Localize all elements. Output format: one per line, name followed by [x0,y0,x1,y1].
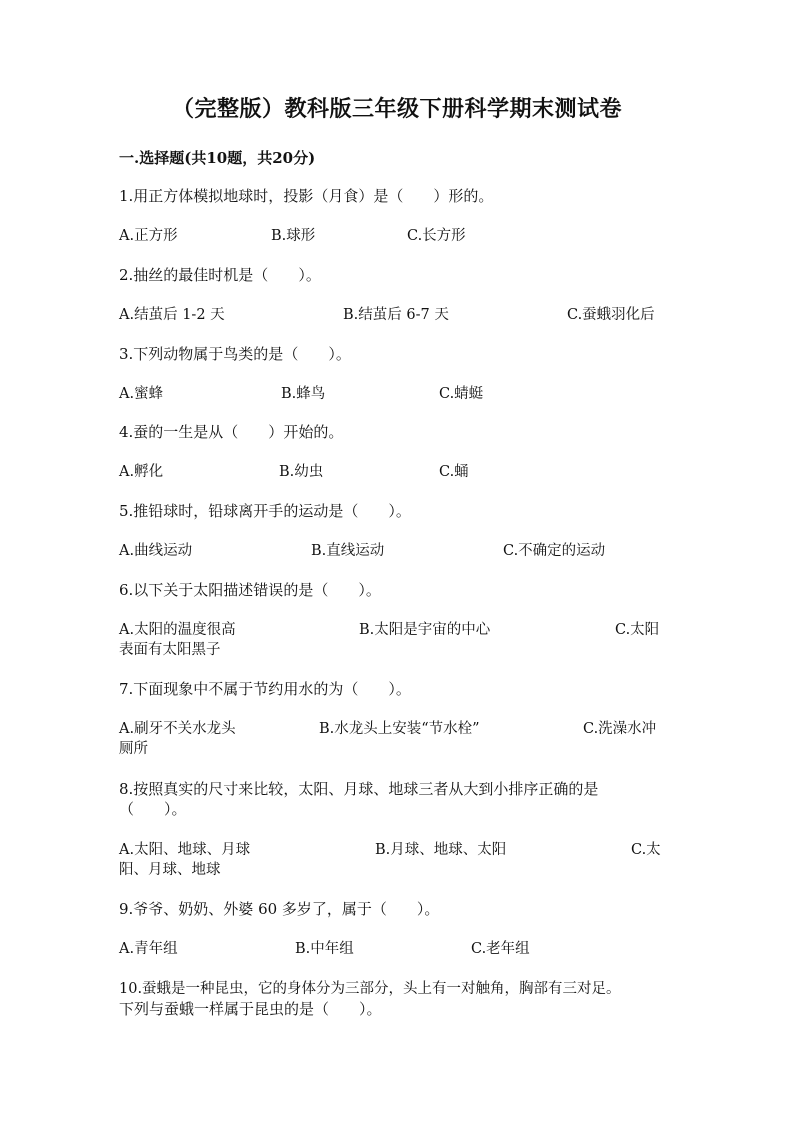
question-1-option-a: A.正方形 [119,228,178,244]
question-9-option-b: B.中年组 [295,941,354,957]
question-9-stem: 9.爷爷、奶奶、外婆 60 多岁了，属于（ ）。 [119,900,440,918]
question-5-options [119,541,664,561]
question-6-option-c: C.太阳 [615,622,660,638]
question-1-option-b: B.球形 [271,228,316,244]
question-3-options [119,384,664,404]
question-7-stem: 7.下面现象中不属于节约用水的为（ ）。 [119,680,411,698]
question-4-option-c: C.蛹 [439,464,469,480]
question-7-option-c: C.洗澡水冲 [583,721,657,737]
page-title: （完整版）教科版三年级下册科学期末测试卷 [171,96,622,122]
question-6-option-b: B.太阳是宇宙的中心 [359,622,491,638]
question-8-option-c-continued: 阳、月球、地球 [119,862,221,878]
question-8-stem: 8.按照真实的尺寸来比较，太阳、月球、地球三者从大到小排序正确的是 [119,780,599,798]
question-1-stem: 1.用正方体模拟地球时，投影（月食）是（ ）形的。 [119,187,494,205]
question-4-options [119,462,664,482]
question-3-option-a: A.蜜蜂 [119,386,164,402]
question-9-option-a: A.青年组 [119,941,178,957]
question-3-option-b: B.蜂鸟 [281,386,326,402]
question-2-option-c: C.蚕蛾羽化后 [567,307,655,323]
question-3-option-c: C.蜻蜓 [439,386,484,402]
question-10-stem-continued: 下列与蚕蛾一样属于昆虫的是（ ）。 [119,1000,382,1018]
question-4-option-a: A.孵化 [119,464,164,480]
question-4-stem: 4.蚕的一生是从（ ）开始的。 [119,423,344,441]
question-5-option-a: A.曲线运动 [119,543,193,559]
question-6-option-c-continued: 表面有太阳黑子 [119,642,221,658]
question-8-stem-continued: （ ）。 [119,800,187,818]
question-6-option-a: A.太阳的温度很高 [119,622,236,638]
question-2-options [119,305,664,325]
question-2-option-b: B.结茧后 6-7 天 [343,307,449,323]
question-6-stem: 6.以下关于太阳描述错误的是（ ）。 [119,581,381,599]
question-8-option-a: A.太阳、地球、月球 [119,842,251,858]
question-1-options [119,226,664,246]
question-8-option-c: C.太 [631,842,661,858]
question-2-stem: 2.抽丝的最佳时机是（ ）。 [119,266,321,284]
question-7-option-b: B.水龙头上安装“节水栓” [319,721,480,737]
question-8-options [119,840,664,860]
question-5-stem: 5.推铅球时，铅球离开手的运动是（ ）。 [119,502,411,520]
question-1-option-c: C.长方形 [407,228,466,244]
question-7-options [119,719,664,739]
question-8-option-b: B.月球、地球、太阳 [375,842,507,858]
question-5-option-b: B.直线运动 [311,543,385,559]
question-2-option-a: A.结茧后 1-2 天 [119,307,225,323]
question-6-options [119,620,664,640]
section-heading: 一.选择题(共10题，共20分) [119,149,316,167]
question-3-stem: 3.下列动物属于鸟类的是（ ）。 [119,345,351,363]
question-9-options [119,939,664,959]
question-4-option-b: B.幼虫 [279,464,324,480]
question-5-option-c: C.不确定的运动 [503,543,606,559]
question-7-option-a: A.刷牙不关水龙头 [119,721,236,737]
question-9-option-c: C.老年组 [471,941,530,957]
question-7-option-c-continued: 厕所 [119,741,148,757]
question-10-stem: 10.蚕蛾是一种昆虫，它的身体分为三部分，头上有一对触角，胸部有三对足。 [119,981,621,997]
